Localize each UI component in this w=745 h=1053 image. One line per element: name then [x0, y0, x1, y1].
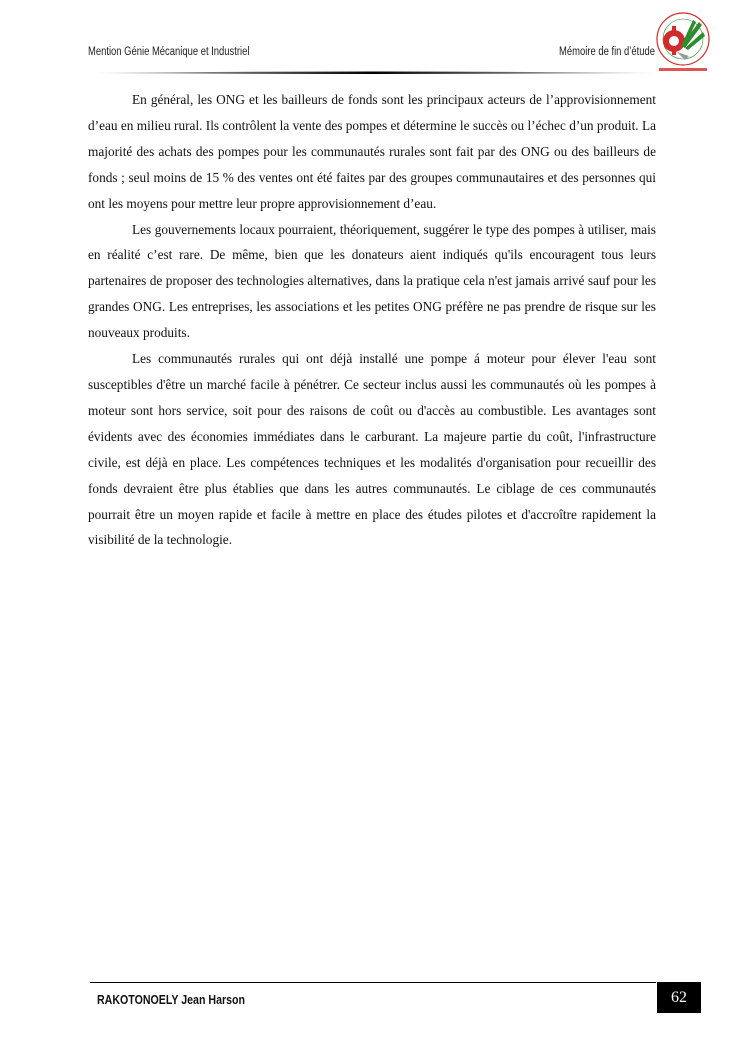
body-text	[88, 87, 656, 553]
header-rule	[88, 70, 658, 76]
paragraph: Les communautés rurales qui ont déjà installé une pompe á moteur pour élever l'eau sont susceptibles d'être un marché facile à pénétrer. Ce secteur inclus aussi les communautés où les pompes à moteur sont hors service, soit pour des raisons de coût ou d'accès au combustible. Les avantages sont évidents avec des économies immédiates dans le carburant. La majeure partie du coût, l'infrastructure civile, est déjà en place. Les compétences techniques et les modalités d'organisation pour recueillir des fonds devraient être plus établies que dans les autres communautés. Le ciblage de ces communautés pourrait être un moyen rapide et facile à mettre en place des études pilotes et d'accroître rapidement la visibilité de la technologie.	[88, 351, 656, 548]
footer-author: RAKOTONOELY Jean Harson	[97, 993, 246, 1007]
paragraph: En général, les ONG et les bailleurs de fonds sont les principaux acteurs de l’approvisionnement d’eau en milieu rural. Ils contrôlent la vente des pompes et détermine le succès ou l’échec d’un produit. La majorité des achats des pompes pour les communautés rurales sont fait par des ONG ou des bailleurs de fonds ; seul moins de 15 % des ventes ont été faites par des groupes communautaires et des personnes qui ont les moyens pour mettre leur propre approvisionnement d’eau.	[88, 92, 656, 211]
footer-rule	[90, 982, 656, 983]
paragraph: Les gouvernements locaux pourraient, théoriquement, suggérer le type des pompes à utiliser, mais en réalité c’est rare. De même, bien que les donateurs aient indiqués qu'ils encouragent tous leurs partenaires de proposer des technologies alternatives, dans la pratique cela n'est jamais arrivé sauf pour les grandes ONG. Les entreprises, les associations et les petites ONG préfère ne pas prendre de risque sur les nouveaux produits.	[88, 221, 656, 341]
header-mention: Mention Génie Mécanique et Industriel	[88, 46, 250, 58]
page-number: 62	[657, 982, 701, 1013]
header-document-type: Mémoire de fin d’étude	[559, 46, 655, 58]
school-logo	[655, 6, 711, 80]
